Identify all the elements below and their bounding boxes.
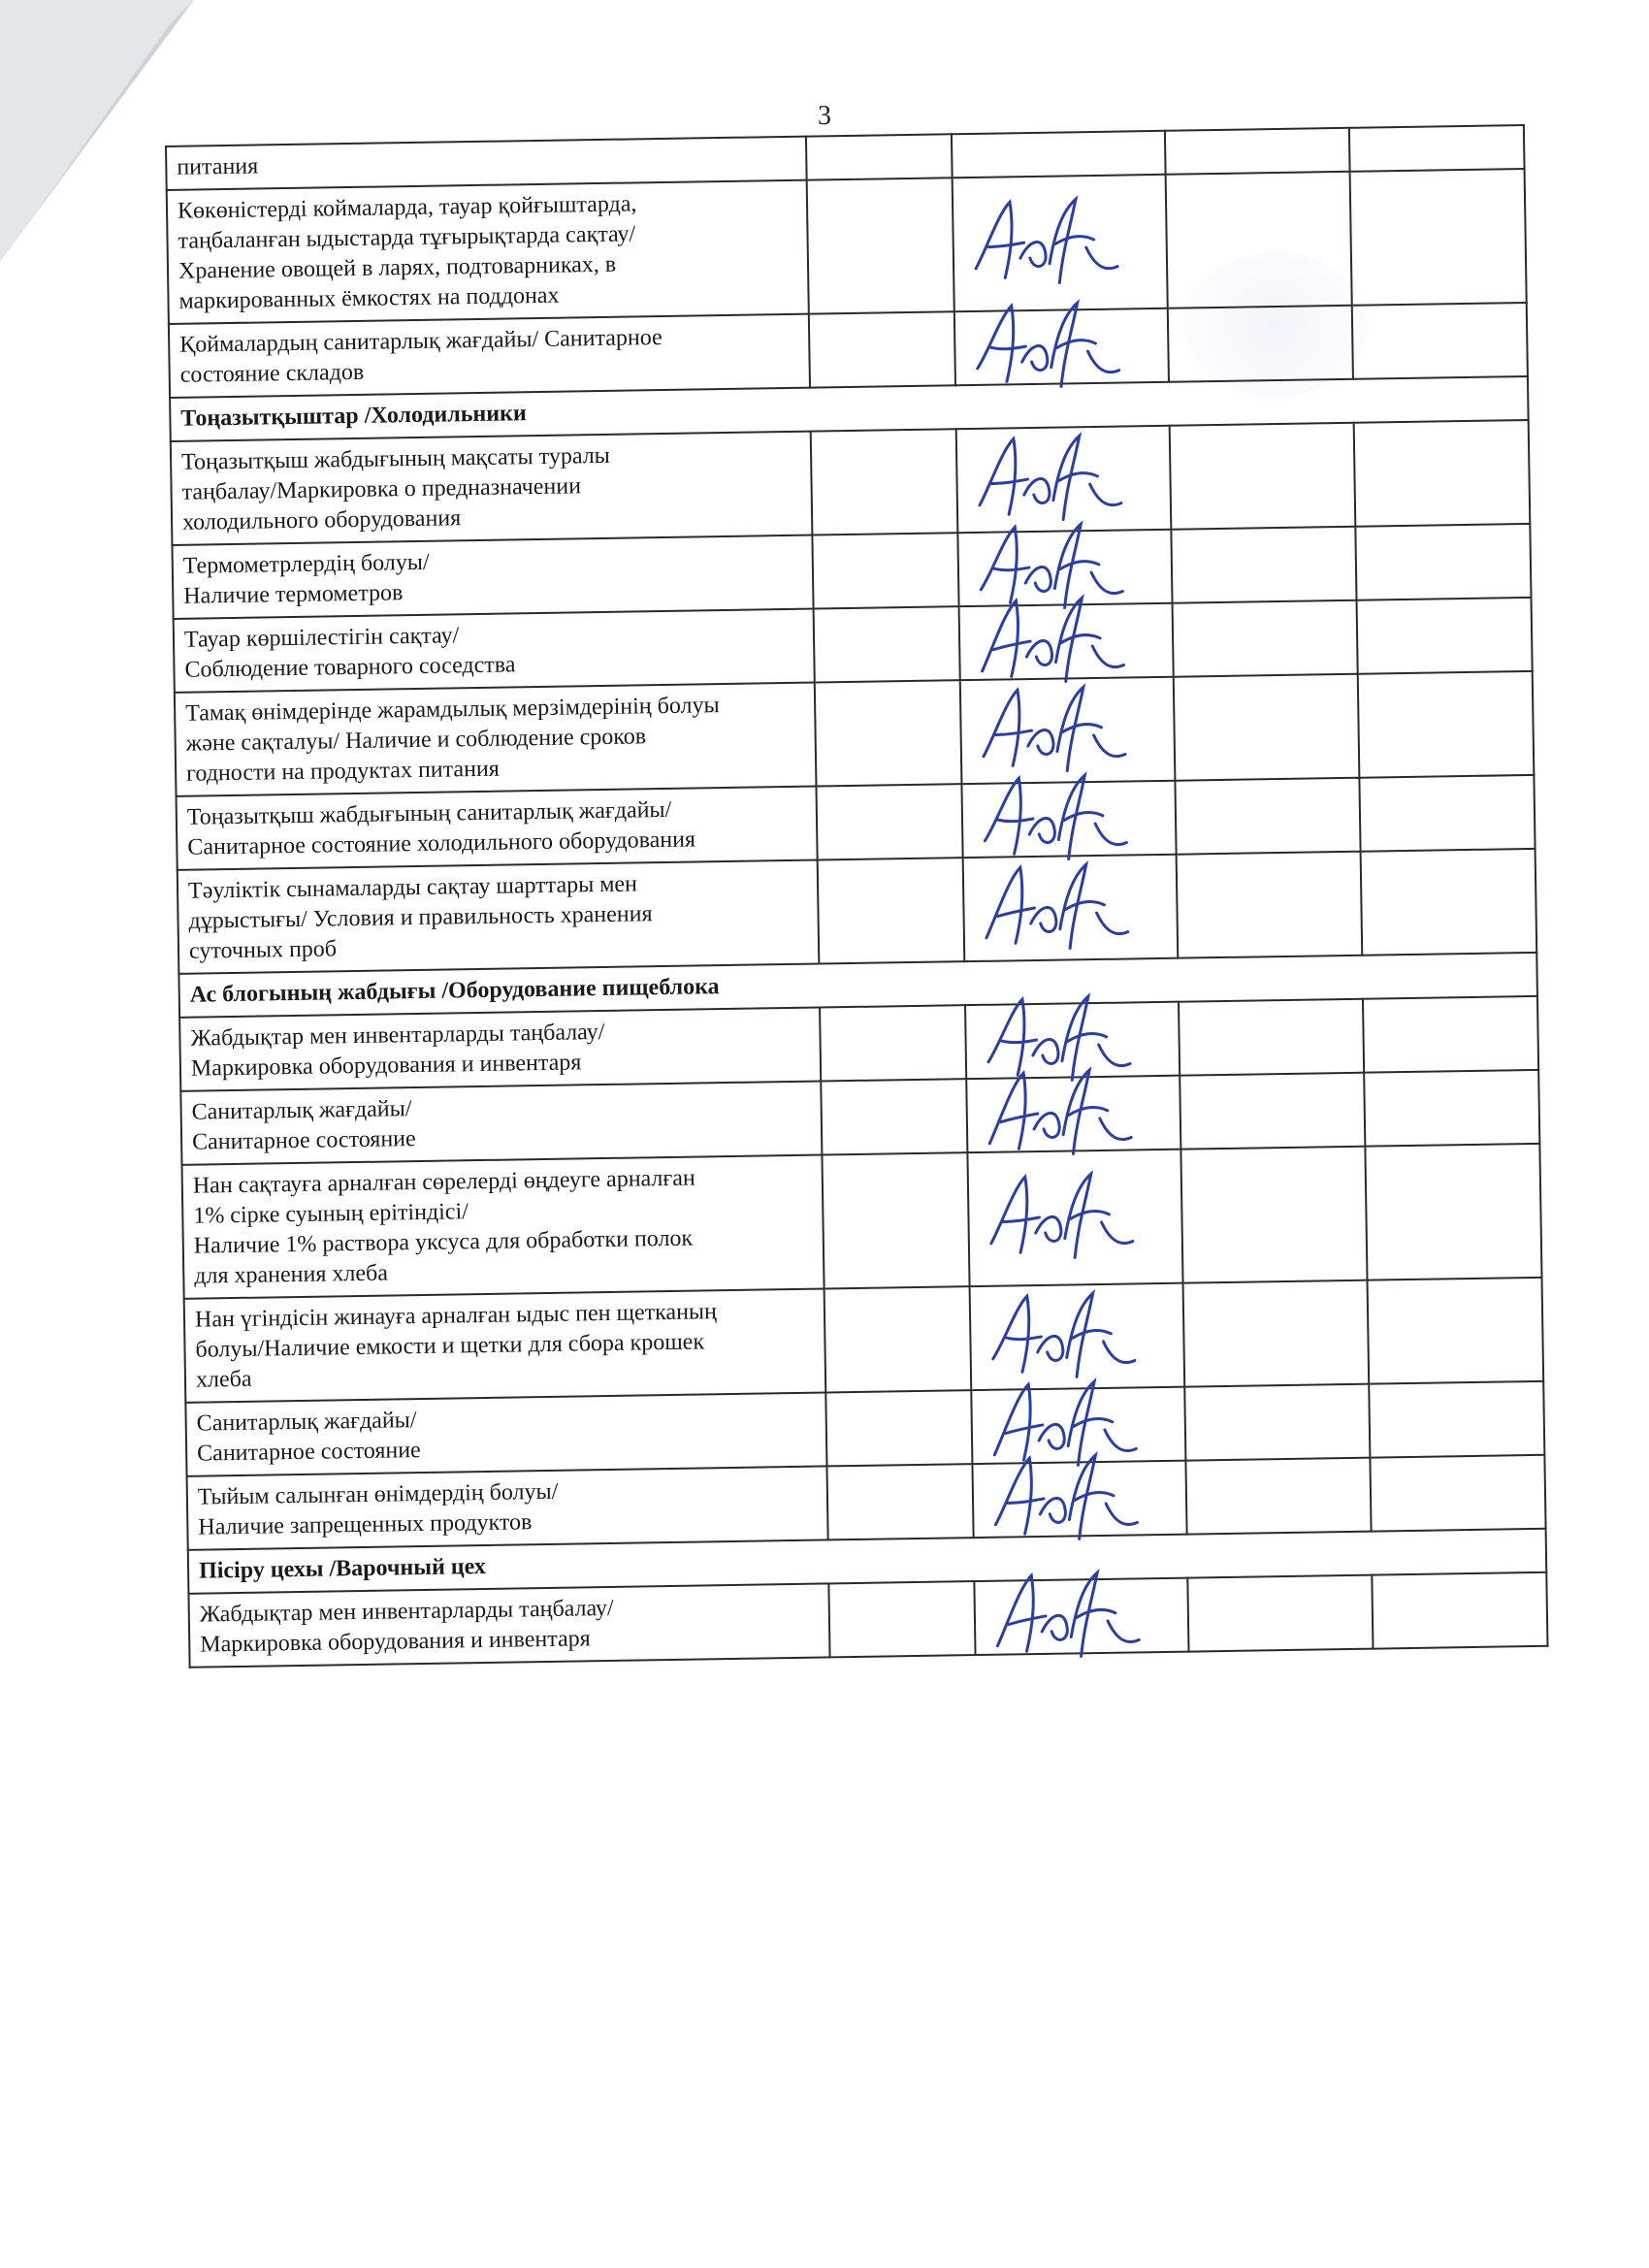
empty-cell (1168, 306, 1353, 382)
empty-cell (1187, 1575, 1373, 1652)
empty-cell (812, 533, 958, 608)
empty-cell (1166, 172, 1352, 308)
criterion-cell (179, 1008, 821, 1091)
handwritten-signature (983, 1562, 1149, 1671)
handwritten-signature (963, 292, 1130, 402)
empty-cell (1179, 999, 1364, 1076)
criterion-text-line: және сақталуы/ Наличие и соблюдение сроков (185, 724, 647, 757)
empty-cell (1365, 1144, 1541, 1280)
handwritten-signature (961, 188, 1128, 298)
criterion-text-line: состояние складов (179, 359, 365, 388)
handwritten-signature (977, 1163, 1144, 1273)
criterion-text-line: Маркировка оборудования и инвентаря (190, 1050, 582, 1082)
criterion-text-line: Санитарлық жағдайы/ (191, 1096, 412, 1125)
empty-cell (1352, 303, 1528, 379)
empty-cell (807, 178, 954, 313)
criterion-cell (169, 314, 810, 398)
handwritten-signature (972, 854, 1139, 963)
empty-cell (826, 1464, 973, 1539)
empty-cell (1185, 1458, 1371, 1535)
empty-cell (1171, 527, 1356, 603)
empty-cell (1355, 524, 1531, 600)
criterion-text-line: Жабдықтар мен инвентарларды таңбалау/ (190, 1019, 605, 1052)
signature-cell (966, 1076, 1180, 1152)
empty-cell (1354, 420, 1531, 527)
empty-cell (1359, 775, 1535, 852)
criterion-text-line: Нан сақтауға арналған сөрелерді өңдеуге арналған (192, 1165, 695, 1199)
signature-cell (963, 855, 1179, 961)
signature-cell (972, 1461, 1186, 1538)
empty-cell (824, 1286, 972, 1392)
empty-cell (1361, 849, 1537, 956)
criterion-text-line: Тауар көршілестігін сақтау/ (183, 623, 460, 653)
handwritten-signature (981, 1444, 1148, 1554)
criterion-text-line: Жабдықтар мен инвентарларды таңбалау/ (199, 1595, 614, 1628)
criterion-text-line: Тыйым салынған өнімдердің болуы/ (197, 1478, 559, 1510)
empty-cell (1184, 1384, 1370, 1461)
criterion-text-line: холодильного оборудования (181, 505, 462, 535)
criterion-text-line: для хранения хлеба (194, 1260, 389, 1289)
criterion-text-line: питания (177, 153, 259, 180)
empty-cell (1180, 1147, 1367, 1283)
table-row (182, 1144, 1542, 1299)
empty-cell (1349, 125, 1525, 172)
empty-cell (814, 606, 960, 682)
criterion-cell (167, 180, 809, 324)
empty-cell (1358, 671, 1535, 778)
criterion-text-line: Санитарлық жағдайы/ (196, 1408, 417, 1437)
criterion-text-line: таңбалау/Маркировка о предназначении (181, 473, 582, 505)
criterion-text-line: Наличие запрещенных продуктов (198, 1509, 533, 1540)
empty-cell (1173, 600, 1358, 677)
empty-cell (1165, 128, 1350, 175)
page-number: 3 (818, 101, 831, 131)
criterion-text-line: маркированных ёмкостях на поддонах (178, 282, 560, 314)
criterion-text-line: Көкөністерді коймаларда, тауар қойғыштарда, (177, 191, 637, 224)
criterion-cell (187, 1466, 828, 1549)
empty-cell (1372, 1572, 1547, 1649)
section-title: Пісіру цехы /Варочный цех (188, 1529, 1547, 1594)
criterion-cell (184, 1288, 826, 1402)
empty-cell (1364, 1070, 1539, 1147)
empty-cell (1368, 1278, 1544, 1384)
signature-cell (953, 175, 1168, 311)
criterion-text-line: хлеба (195, 1366, 252, 1393)
empty-cell (1370, 1455, 1545, 1532)
criterion-text-line: 1% сірке суының ерітіндісі/ (193, 1199, 469, 1229)
signature-cell (961, 781, 1176, 858)
criterion-text-line: Санитарное состояние холодильного оборудования (187, 826, 696, 860)
criterion-text-line: болуы/Наличие емкости и щетки для сбора крошек (195, 1329, 705, 1363)
checklist-sheet (165, 124, 1546, 1669)
empty-cell (1170, 423, 1356, 530)
empty-cell (1357, 598, 1533, 674)
criterion-text-line: Санитарное состояние (191, 1126, 416, 1155)
empty-cell (820, 1005, 966, 1081)
empty-cell (816, 784, 962, 859)
empty-cell (825, 1390, 972, 1466)
criterion-text-line: Наличие 1% раствора уксуса для обработки полок (193, 1225, 694, 1259)
signature-cell (952, 131, 1166, 178)
signature-cell (954, 308, 1169, 385)
criterion-text-line: Тоңазытқыш жабдығының мақсаты туралы (180, 442, 611, 475)
criterion-text-line: Тәуліктік сынамаларды сақтау шарттары мен (187, 871, 638, 904)
table-row (167, 169, 1527, 324)
empty-cell (822, 1152, 969, 1288)
empty-cell (1369, 1381, 1544, 1458)
empty-cell (1363, 996, 1538, 1073)
empty-cell (1177, 852, 1363, 958)
criterion-cell (177, 787, 818, 870)
criterion-cell (180, 1081, 822, 1164)
signature-cell (974, 1578, 1188, 1655)
criterion-text-line: суточных проб (188, 936, 338, 964)
empty-cell (1174, 674, 1360, 781)
section-title: Ас блогының жабдығы /Оборудование пищеблока (178, 953, 1537, 1018)
criterion-cell (188, 1583, 829, 1667)
signature-cell (967, 1150, 1182, 1286)
criterion-text-line: Тамақ өнімдерінде жарамдылық мерзімдерінің болуы (184, 693, 720, 727)
criterion-text-line: Термометрлердің болуы/ (182, 549, 430, 579)
criterion-text-line: Тоңазытқыш жабдығының санитарлық жағдайы/ (186, 796, 672, 830)
empty-cell (818, 858, 965, 963)
empty-cell (828, 1581, 975, 1657)
empty-cell (1350, 169, 1527, 306)
criterion-text-line: дұрыстығы/ Условия и правильность хранения (188, 901, 653, 934)
empty-cell (809, 311, 955, 387)
criterion-cell (185, 1392, 826, 1475)
empty-cell (806, 134, 953, 179)
criterion-text-line: Нан үгіндісін жинауға арналған ыдыс пен щетканың (194, 1299, 718, 1333)
criterion-cell (172, 535, 813, 619)
criterion-text-line: Соблюдение товарного соседства (184, 652, 516, 683)
criterion-text-line: Хранение овощей в ларях, подтоварниках, в (178, 251, 617, 284)
empty-cell (811, 429, 958, 535)
signature-cell (959, 603, 1174, 680)
criterion-text-line: Санитарное состояние (196, 1438, 421, 1467)
empty-cell (1180, 1073, 1365, 1150)
empty-cell (1175, 778, 1360, 855)
criterion-cell (171, 432, 813, 545)
empty-cell (1183, 1280, 1370, 1387)
criterion-text-line: Наличие термометров (183, 580, 404, 609)
section-title: Тоңазытқыштар /Холодильники (170, 376, 1529, 441)
criterion-cell (178, 860, 820, 974)
criterion-text-line: годности на продуктах питания (185, 756, 501, 787)
empty-cell (821, 1079, 967, 1154)
criterion-cell (174, 609, 815, 693)
checklist-table (165, 124, 1548, 1669)
criterion-text-line: Қоймалардың санитарлық жағдайы/ Санитарное (179, 324, 663, 358)
criterion-text-line: Маркировка оборудования и инвентаря (200, 1626, 591, 1658)
criterion-text-line: таңбаланған ыдыстарда тұғырықтарда сақтау/ (178, 221, 636, 254)
criterion-cell (175, 683, 817, 796)
criterion-cell (182, 1154, 824, 1298)
empty-cell (815, 680, 962, 786)
